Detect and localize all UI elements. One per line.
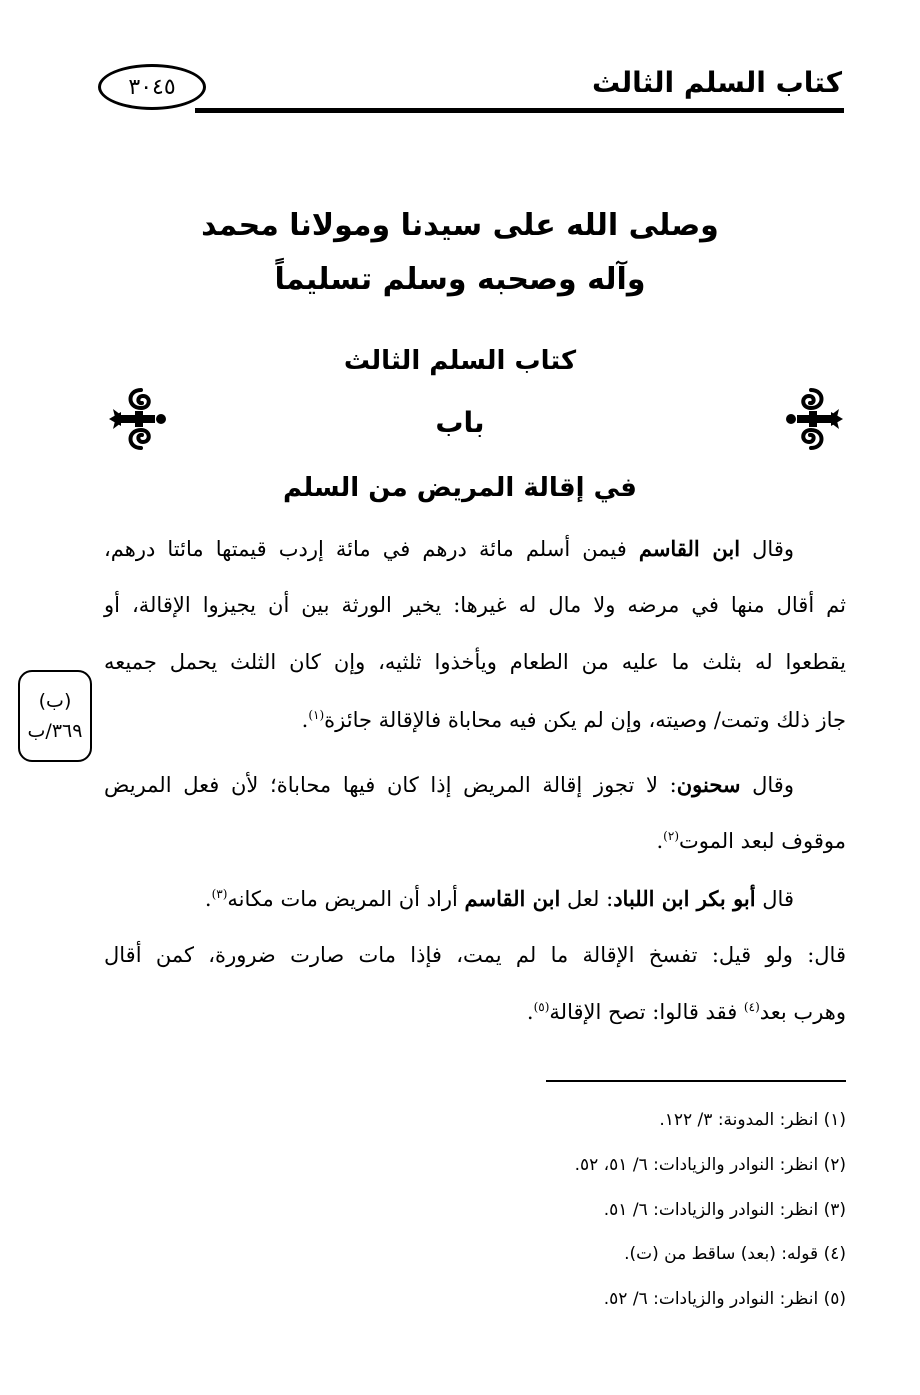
cited-scholar-name: سحنون xyxy=(676,772,741,797)
cited-scholar-name: ابن القاسم xyxy=(638,536,741,561)
left-ornament-icon xyxy=(107,384,169,454)
footnote: (٥) انظر: النوادر والزيادات: ٦/ ٥٢. xyxy=(603,1289,846,1309)
body-line: قال أبو بكر ابن اللباد: لعل ابن القاسم أراد أن المريض مات مكانه$^{(٣)}$. xyxy=(204,886,794,911)
header-rule xyxy=(195,108,844,113)
book-heading: كتاب السلم الثالث xyxy=(343,346,577,376)
page-number: ٣٠٤٥ xyxy=(128,74,176,100)
cited-scholar-name: ابن القاسم xyxy=(464,886,561,911)
body-line: وهرب بعد$^{(٤)}$ فقد قالوا: تصح الإقالة$^{(٥)}$. xyxy=(526,1000,846,1024)
running-header-title: كتاب السلم الثالث xyxy=(591,66,842,99)
body-line: يقطعوا له بثلث ما عليه من الطعام ويأخذوا ثلثيه، وإن كان الثلث يحمل جميعه xyxy=(104,650,846,674)
cited-scholar-name: أبو بكر ابن اللباد xyxy=(613,886,756,911)
footnote-separator xyxy=(546,1080,846,1082)
chapter-heading: باب xyxy=(435,406,485,439)
footnote-marker: (١) xyxy=(308,708,325,722)
footnote: (٤) قوله: (بعد) ساقط من (ت). xyxy=(624,1244,846,1264)
body-line: وقال سحنون: لا تجوز إقالة المريض إذا كان فيها محاباة؛ لأن فعل المريض xyxy=(104,772,794,797)
chapter-subject-heading: في إقالة المريض من السلم xyxy=(283,473,637,503)
body-line: قال: ولو قيل: تفسخ الإقالة ما لم يمت، فإذا مات صارت ضرورة، كمن أقال xyxy=(104,943,846,967)
footnote-marker: (٥) xyxy=(533,1000,550,1014)
doxology-line-2: وآله وصحبه وسلم تسليماً xyxy=(274,262,646,297)
body-line: وقال ابن القاسم فيمن أسلم مائة درهم في مائة إردب قيمتها مائتا درهم، xyxy=(104,536,794,561)
footnote-marker: (٢) xyxy=(663,829,679,843)
body-line: جاز ذلك وتمت/ وصيته، وإن لم يكن فيه محاباة فالإقالة جائزة$^{(١)}$. xyxy=(301,708,846,732)
manuscript-folio-note: (ب) ٣٦٩/ب xyxy=(18,670,92,762)
footnote: (١) انظر: المدونة: ٣/ ١٢٢. xyxy=(659,1110,846,1130)
body-line: موقوف لبعد الموت$^{(٢)}$. xyxy=(656,829,846,853)
footnote-marker: (٤) xyxy=(743,1000,760,1014)
footnote: (٣) انظر: النوادر والزيادات: ٦/ ٥١. xyxy=(603,1200,846,1220)
body-line: ثم أقال منها في مرضه ولا مال له غيرها: يخير الورثة بين أن يجيزوا الإقالة، أو xyxy=(104,593,846,617)
right-ornament-icon xyxy=(783,384,845,454)
page-number-badge xyxy=(98,64,206,110)
footnote-marker: (٣) xyxy=(211,887,228,901)
footnote: (٢) انظر: النوادر والزيادات: ٦/ ٥١، ٥٢. xyxy=(574,1155,846,1175)
doxology-line-1: وصلى الله على سيدنا ومولانا محمد xyxy=(201,208,719,243)
